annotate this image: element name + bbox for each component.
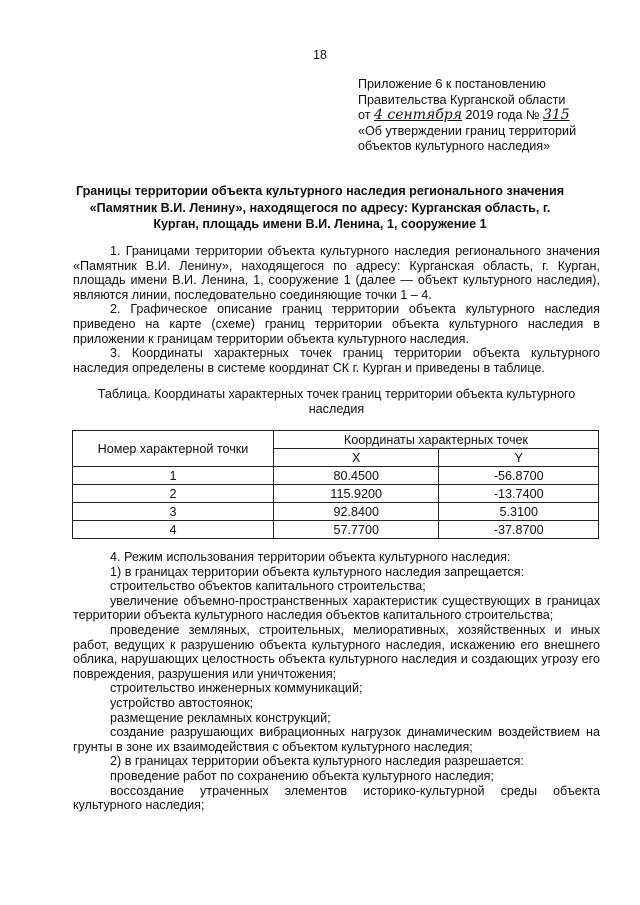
paragraph-1: 1. Границами территории объекта культурного наследия регионального значения «Памятник В.И. Ленину», находящегося по адресу: Курганская область, г. Курган, площадь имени В.И. Ленина, 1, сооружение 1 (далее — объект культурного наследия), являются линии, последовательно соединяющие точки 1 – 4. (73, 244, 600, 302)
table-row (73, 485, 599, 503)
cell-x: 57.7700 (274, 521, 439, 539)
appendix-line-2: Правительства Курганской области (358, 92, 566, 107)
table-row (73, 521, 599, 539)
regime-allowed-heading: 2) в границах территории объекта культурного наследия разрешается: (110, 754, 524, 769)
table-row (73, 503, 599, 521)
appendix-line-3 (358, 108, 618, 124)
cell-point: 1 (73, 467, 274, 485)
cell-point: 3 (73, 503, 274, 521)
regime-item: воссоздание утраченных элементов историко-культурной среды объекта культурного наследия; (73, 783, 600, 813)
regime-item: проведение работ по сохранению объекта культурного наследия; (110, 768, 494, 783)
cell-y: -37.8700 (439, 521, 599, 539)
intro-paragraphs (73, 244, 600, 375)
cell-point: 2 (73, 485, 274, 503)
regime-item: строительство инженерных коммуникаций; (110, 681, 363, 696)
cell-x: 92.8400 (274, 503, 439, 521)
cell-y: 5.3100 (439, 503, 599, 521)
header-point-number: Номер характерной точки (73, 431, 274, 467)
cell-y: -56.8700 (439, 467, 599, 485)
regime-item: строительство объектов капитального строительства; (110, 579, 426, 594)
appendix-line-5: объектов культурного наследия» (358, 139, 551, 154)
regime-section (73, 550, 600, 813)
cell-y: -13.7400 (439, 485, 599, 503)
cell-x: 115.9200 (274, 485, 439, 503)
cell-x: 80.4500 (274, 467, 439, 485)
header-y: Y (439, 449, 599, 467)
regime-item: увеличение объемно-пространственных характеристик существующих в границах территории объекта культурного наследия объектов капитального строительства; (73, 593, 600, 623)
regime-prohibited-heading: 1) в границах территории объекта культурного наследия запрещается: (110, 564, 525, 579)
regime-item: создание разрушающих вибрационных нагрузок динамическим воздействием на грунты в зоне их взаимодействия с объектом культурного наследия; (73, 725, 600, 754)
page-number: 18 (312, 48, 327, 62)
appendix-line-4: «Об утверждении границ территорий (358, 123, 577, 138)
header-x: X (274, 449, 439, 467)
header-coordinates: Координаты характерных точек (274, 431, 599, 449)
regime-heading: 4. Режим использования территории объекта культурного наследия: (110, 550, 511, 564)
cell-point: 4 (73, 521, 274, 539)
appendix-year: 2019 года № (465, 108, 540, 123)
paragraph-2: 2. Графическое описание границ территории объекта культурного наследия приведено на карте (схеме) границ территории объекта культурного наследия в приложении к границам территории объекта культурного наследия. (73, 302, 600, 346)
regime-item: устройство автостоянок; (110, 695, 254, 710)
appendix-date-prefix: от (358, 108, 371, 123)
regime-item: размещение рекламных конструкций; (110, 710, 331, 725)
handwritten-number: 315 (542, 107, 570, 124)
handwritten-date: 4 сентября (374, 107, 463, 124)
coordinates-table (72, 430, 599, 539)
appendix-line-1: Приложение 6 к постановлению (358, 77, 546, 91)
appendix-header (358, 77, 618, 155)
paragraph-3: 3. Координаты характерных точек границ территории объекта культурного наследия определены в системе координат СК г. Курган и приведены в таблице. (73, 346, 600, 375)
regime-item: проведение земляных, строительных, мелиоративных, хозяйственных и иных работ, ведущих к разрушению объекта культурного наследия, искажению его внешнего облика, нарушающих целостность объекта культурного наследия и создающих угрозу его повреждения, разрушения или уничтожения; (73, 622, 600, 681)
table-row (73, 467, 599, 485)
table-caption: Таблица. Координаты характерных точек границ территории объекта культурного наследия (97, 387, 576, 416)
document-title: Границы территории объекта культурного наследия регионального значения «Памятник В.И. Ленину», находящегося по адресу: Курганская область, г. Курган, площадь имени В.И. Ленина, 1, сооружение 1 (75, 184, 565, 231)
